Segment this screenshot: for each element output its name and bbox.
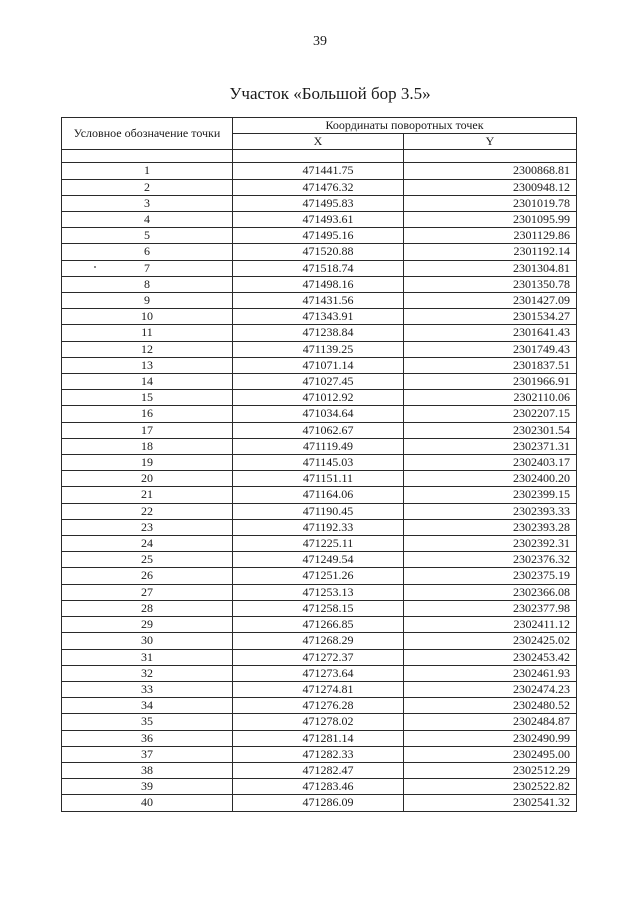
x-coordinate-cell: 471282.47 [233,762,404,778]
point-number-cell: 35 [62,714,233,730]
point-number-cell: 29 [62,617,233,633]
table-row [62,730,577,746]
x-coordinate-cell: 471281.14 [233,730,404,746]
y-coordinate-cell: 2301749.43 [404,341,577,357]
x-coordinate-cell: 471493.61 [233,212,404,228]
y-coordinate-cell: 2302399.15 [404,487,577,503]
x-coordinate-cell: 471268.29 [233,633,404,649]
page-title: Участок «Большой бор 3.5» [229,84,431,103]
x-coordinate-cell: 471282.33 [233,746,404,762]
x-coordinate-cell: 471274.81 [233,681,404,697]
y-coordinate-cell: 2301837.51 [404,357,577,373]
table-row [62,390,577,406]
coordinates-table [61,117,577,812]
x-coordinate-cell: 471343.91 [233,309,404,325]
point-number-cell: 3 [62,195,233,211]
x-coordinate-cell: 471283.46 [233,779,404,795]
point-designation-header: Условное обозначение точки [62,118,233,150]
x-coordinate-cell: 471190.45 [233,503,404,519]
point-number-cell: 28 [62,600,233,616]
table-row [62,406,577,422]
y-coordinate-cell: 2302403.17 [404,455,577,471]
table-row [62,633,577,649]
table-row [62,325,577,341]
coordinates-body [62,163,577,811]
point-number-cell: 36 [62,730,233,746]
y-coordinate-cell: 2302484.87 [404,714,577,730]
y-coordinate-cell: 2301129.86 [404,228,577,244]
table-row [62,487,577,503]
point-number-cell: 7 [62,260,233,276]
point-number-cell: 23 [62,519,233,535]
y-coordinate-cell: 2302392.31 [404,536,577,552]
point-number-cell: 34 [62,698,233,714]
point-number-cell: 17 [62,422,233,438]
x-coordinate-cell: 471253.13 [233,584,404,600]
table-row [62,584,577,600]
x-coordinate-cell: 471119.49 [233,438,404,454]
table-row [62,471,577,487]
y-coordinate-cell: 2302377.98 [404,600,577,616]
y-coordinate-cell: 2302541.32 [404,795,577,811]
point-number-cell: 32 [62,665,233,681]
point-number-cell: 13 [62,357,233,373]
point-number-cell: 11 [62,325,233,341]
table-row [62,260,577,276]
table-row [62,698,577,714]
point-number-cell: 14 [62,374,233,390]
x-coordinate-cell: 471251.26 [233,568,404,584]
table-row [62,519,577,535]
point-number-cell: 38 [62,762,233,778]
table-row [62,228,577,244]
x-coordinate-cell: 471518.74 [233,260,404,276]
point-number-cell: 22 [62,503,233,519]
point-number-cell: 26 [62,568,233,584]
x-coordinate-cell: 471495.83 [233,195,404,211]
point-number-cell: 10 [62,309,233,325]
point-number-cell: 1 [62,163,233,179]
x-coordinate-cell: 471520.88 [233,244,404,260]
y-coordinate-cell: 2302453.42 [404,649,577,665]
x-coordinate-cell: 471139.25 [233,341,404,357]
y-coordinate-cell: 2302461.93 [404,665,577,681]
table-row [62,762,577,778]
y-coordinate-cell: 2302110.06 [404,390,577,406]
point-number-cell: 21 [62,487,233,503]
y-coordinate-cell: 2301304.81 [404,260,577,276]
y-coordinate-cell: 2301095.99 [404,212,577,228]
y-coordinate-cell: 2301641.43 [404,325,577,341]
y-coordinate-cell: 2300948.12 [404,179,577,195]
x-coordinate-cell: 471266.85 [233,617,404,633]
point-number-cell: 24 [62,536,233,552]
x-coordinate-cell: 471164.06 [233,487,404,503]
table-row [62,617,577,633]
table-row [62,455,577,471]
x-coordinate-cell: 471441.75 [233,163,404,179]
y-coordinate-cell: 2302207.15 [404,406,577,422]
table-row [62,568,577,584]
x-coordinate-cell: 471273.64 [233,665,404,681]
point-number-cell: 39 [62,779,233,795]
point-number-cell: 2 [62,179,233,195]
point-number-cell: 12 [62,341,233,357]
y-coordinate-cell: 2302522.82 [404,779,577,795]
table-row [62,422,577,438]
y-coordinate-cell: 2301350.78 [404,276,577,292]
point-number-cell: 8 [62,276,233,292]
x-coordinate-cell: 471498.16 [233,276,404,292]
x-coordinate-cell: 471034.64 [233,406,404,422]
x-coordinate-cell: 471278.02 [233,714,404,730]
table-row [62,276,577,292]
y-coordinate-cell: 2302425.02 [404,633,577,649]
table-row [62,746,577,762]
point-number-cell: 37 [62,746,233,762]
y-coordinate-cell: 2302490.99 [404,730,577,746]
x-coordinate-cell: 471192.33 [233,519,404,535]
table-row [62,179,577,195]
y-coordinate-cell: 2302474.23 [404,681,577,697]
x-coordinate-cell: 471286.09 [233,795,404,811]
table-row [62,536,577,552]
point-number-cell: 16 [62,406,233,422]
y-coordinate-cell: 2301966.91 [404,374,577,390]
point-number-cell: 31 [62,649,233,665]
point-number-cell: 19 [62,455,233,471]
x-coordinate-cell: 471151.11 [233,471,404,487]
y-coordinate-cell: 2302512.29 [404,762,577,778]
table-row [62,195,577,211]
table-row [62,212,577,228]
blank-row [62,150,577,163]
x-coordinate-cell: 471062.67 [233,422,404,438]
x-coordinate-cell: 471071.14 [233,357,404,373]
x-coordinate-cell: 471495.16 [233,228,404,244]
point-number-cell: 40 [62,795,233,811]
table-row [62,374,577,390]
x-coordinate-cell: 471027.45 [233,374,404,390]
y-coordinate-cell: 2300868.81 [404,163,577,179]
y-coordinate-cell: 2302375.19 [404,568,577,584]
table-row [62,795,577,811]
x-coordinate-cell: 471258.15 [233,600,404,616]
y-coordinate-cell: 2302376.32 [404,552,577,568]
table-row [62,357,577,373]
point-number-cell: 15 [62,390,233,406]
x-coordinate-cell: 471431.56 [233,293,404,309]
table-row [62,309,577,325]
table-row [62,293,577,309]
table-row [62,649,577,665]
point-number-cell: 30 [62,633,233,649]
point-number-cell: 4 [62,212,233,228]
y-coordinate-cell: 2301019.78 [404,195,577,211]
x-coordinate-cell: 471145.03 [233,455,404,471]
point-number-cell: 25 [62,552,233,568]
page-number: 39 [313,34,327,49]
x-column-header: X [233,134,404,150]
x-coordinate-cell: 471012.92 [233,390,404,406]
x-coordinate-cell: 471276.28 [233,698,404,714]
point-number-cell: 27 [62,584,233,600]
y-coordinate-cell: 2302301.54 [404,422,577,438]
x-coordinate-cell: 471272.37 [233,649,404,665]
point-number-cell: 9 [62,293,233,309]
point-number-cell: 6 [62,244,233,260]
coordinates-header: Координаты поворотных точек [233,118,577,134]
table-row [62,163,577,179]
y-coordinate-cell: 2302495.00 [404,746,577,762]
y-coordinate-cell: 2302480.52 [404,698,577,714]
table-row [62,665,577,681]
y-coordinate-cell: 2302400.20 [404,471,577,487]
table-row [62,714,577,730]
table-row [62,779,577,795]
point-number-cell: 18 [62,438,233,454]
point-number-cell: 20 [62,471,233,487]
x-coordinate-cell: 471238.84 [233,325,404,341]
table-row [62,552,577,568]
y-coordinate-cell: 2301427.09 [404,293,577,309]
table-row [62,438,577,454]
y-coordinate-cell: 2302371.31 [404,438,577,454]
table-row [62,600,577,616]
point-number-cell: 5 [62,228,233,244]
table-row [62,244,577,260]
table-row [62,341,577,357]
y-coordinate-cell: 2302393.33 [404,503,577,519]
y-coordinate-cell: 2301192.14 [404,244,577,260]
y-column-header: Y [404,134,577,150]
y-coordinate-cell: 2302411.12 [404,617,577,633]
y-coordinate-cell: 2301534.27 [404,309,577,325]
table-row [62,681,577,697]
y-coordinate-cell: 2302393.28 [404,519,577,535]
point-number-cell: 33 [62,681,233,697]
table-row [62,503,577,519]
x-coordinate-cell: 471225.11 [233,536,404,552]
x-coordinate-cell: 471249.54 [233,552,404,568]
y-coordinate-cell: 2302366.08 [404,584,577,600]
x-coordinate-cell: 471476.32 [233,179,404,195]
